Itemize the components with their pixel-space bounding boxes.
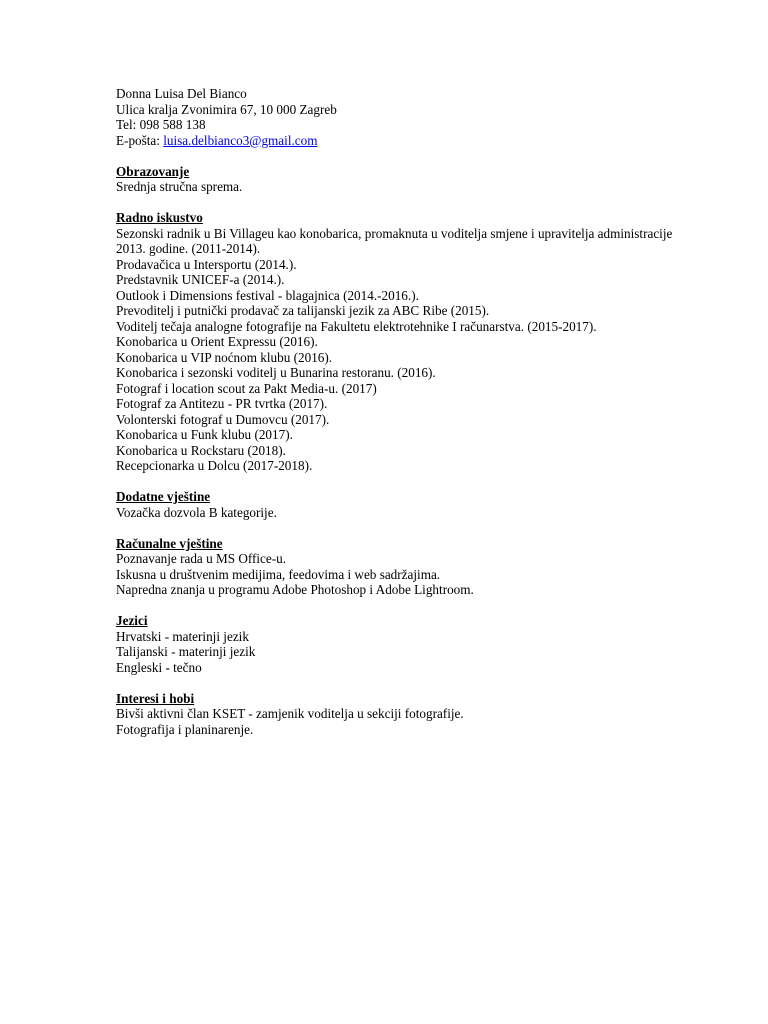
computer-skills-item: Napredna znanja u programu Adobe Photoshop i Adobe Lightroom. [116,582,474,597]
experience-item: Voditelj tečaja analogne fotografije na Fakultetu elektrotehnike I računarstva. (2015-2017). [116,318,597,334]
experience-item: Konobarica u Funk klubu (2017). [116,427,293,442]
interest-item: Fotografija i planinarenje. [116,721,254,737]
additional-skills-item: Vozačka dozvola B kategorije. [116,504,277,520]
education-heading: Obrazovanje [116,163,190,179]
experience-section [116,210,676,474]
computer-skills-item: Iskusna u društvenim medijima, feedovima i web sadržajima. [116,566,441,582]
experience-item: Prevoditelj i putnički prodavač za talijanski jezik za ABC Ribe (2015). [116,303,490,318]
computer-skills-section [116,536,676,598]
experience-heading: Radno iskustvo [116,210,203,225]
experience-item: Konobarica i sezonski voditelj u Bunarina restoranu. (2016). [116,365,436,380]
languages-heading: Jezici [116,613,148,628]
experience-item: Outlook i Dimensions festival - blagajnica (2014.-2016.). [116,287,419,303]
contact-block [116,86,676,148]
experience-item: Predstavnik UNICEF-a (2014.). [116,272,285,287]
interests-section [116,691,676,738]
contact-address: Ulica kralja Zvonimira 67, 10 000 Zagreb [116,101,337,117]
email-label: E-pošta: [116,132,164,148]
language-item: Talijanski - materinji jezik [116,644,256,659]
additional-skills-heading: Dodatne vještine [116,489,211,504]
contact-name: Donna Luisa Del Bianco [116,86,247,101]
experience-item: Konobarica u Rockstaru (2018). [116,442,286,458]
computer-skills-heading: Računalne vještine [116,535,223,551]
interests-heading: Interesi i hobi [116,690,195,706]
language-item: Hrvatski - materinji jezik [116,628,249,644]
email-link[interactable]: luisa.delbianco3@gmail.com [163,132,318,148]
education-section [116,164,676,195]
languages-section [116,613,676,675]
experience-item: Recepcionarka u Dolcu (2017-2018). [116,458,313,473]
education-item: Srednja stručna sprema. [116,179,243,194]
experience-item: Volonterski fotograf u Dumovcu (2017). [116,411,330,427]
experience-item: Prodavačica u Intersportu (2014.). [116,256,297,272]
interest-item: Bivši aktivni član KSET - zamjenik voditelja u sekciji fotografije. [116,706,464,721]
experience-item: Fotograf za Antitezu - PR tvrtka (2017). [116,396,328,411]
cv-document [116,86,676,737]
experience-item: Fotograf i location scout za Pakt Media-u. (2017) [116,380,377,396]
computer-skills-item: Poznavanje rada u MS Office-u. [116,551,287,566]
experience-item: Sezonski radnik u Bi Villageu kao konobarica, promaknuta u voditelja smjene i upravitelja administracije 2013. godine. (2011-2014). [116,225,673,256]
contact-phone: Tel: 098 588 138 [116,117,206,132]
experience-item: Konobarica u Orient Expressu (2016). [116,334,318,349]
language-item: Engleski - tečno [116,659,202,675]
additional-skills-section [116,489,676,520]
experience-item: Konobarica u VIP noćnom klubu (2016). [116,349,333,365]
contact-email-row [116,133,676,149]
